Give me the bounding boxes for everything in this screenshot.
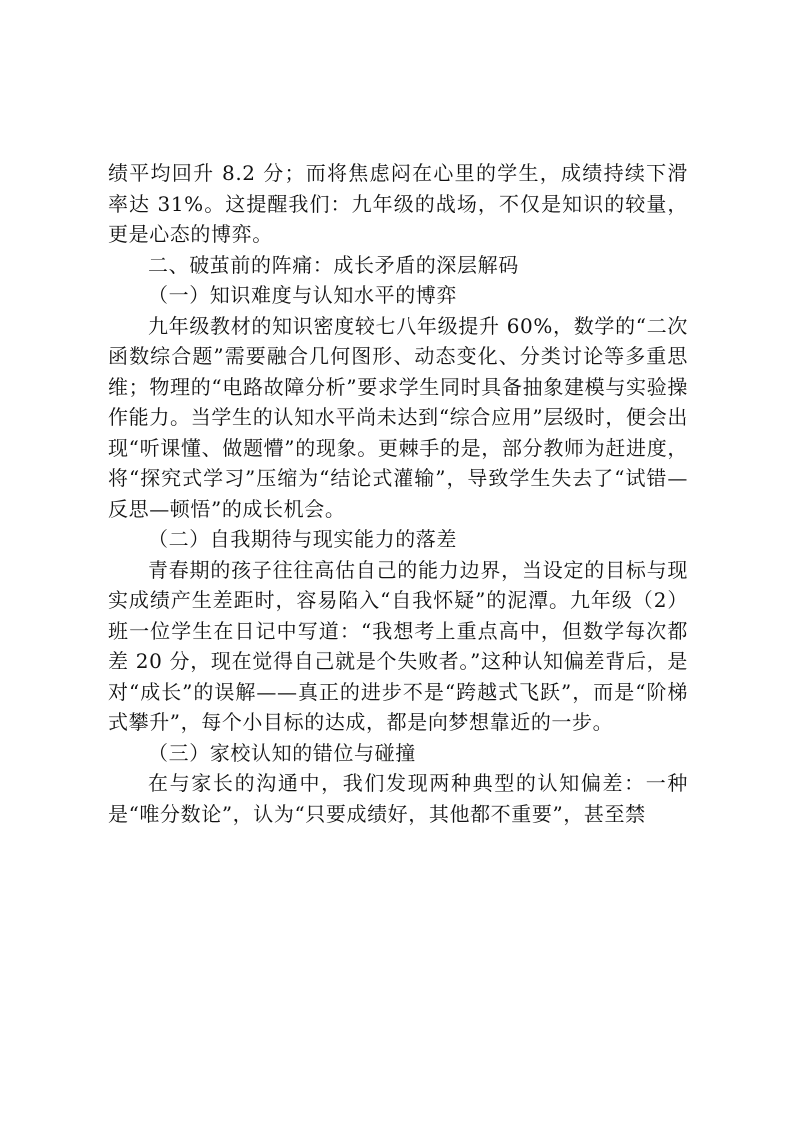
subsection-heading-3: （三）家校认知的错位与碰撞 (148, 740, 416, 765)
section-heading-2: 二、破茧前的阵痛：成长矛盾的深层解码 (148, 252, 519, 277)
document-body (108, 158, 688, 829)
paragraph-knowledge-difficulty: 九年级教材的知识密度较七八年级提升 60%，数学的“二次函数综合题”需要融合几何图形、动态变化、分类讨论等多重思维；物理的“电路故障分析”要求学生同时具备抽象建模与实验操作能力。当学生的认知水平尚未达到“综合应用”层级时，便会出现“听课懂、做题懵”的现象。更棘手的是，部分教师为赶进度，将“探究式学习”压缩为“结论式灌输”，导致学生失去了“试错—反思—顿悟”的成长机会。 (108, 313, 688, 521)
paragraph-self-expectation: 青春期的孩子往往高估自己的能力边界，当设定的目标与现实成绩产生差距时，容易陷入“自我怀疑”的泥潭。九年级（2）班一位学生在日记中写道：“我想考上重点高中，但数学每次都差 20 分，现在觉得自己就是个失败者。”这种认知偏差背后，是对“成长”的误解——真正的进步不是“跨越式飞跃”，而是“阶梯式攀升”，每个小目标的达成，都是向梦想靠近的一步。 (108, 557, 688, 734)
subsection-heading-2: （二）自我期待与现实能力的落差 (148, 527, 457, 551)
paragraph-continuation: 绩平均回升 8.2 分；而将焦虑闷在心里的学生，成绩持续下滑率达 31%。这提醒我们：九年级的战场，不仅是知识的较量，更是心态的博弈。 (108, 161, 688, 246)
subsection-heading-1: （一）知识难度与认知水平的博弈 (148, 283, 457, 307)
paragraph-home-school: 在与家长的沟通中，我们发现两种典型的认知偏差：一种是“唯分数论”，认为“只要成绩好，其他都不重要”，甚至禁 (108, 771, 688, 826)
